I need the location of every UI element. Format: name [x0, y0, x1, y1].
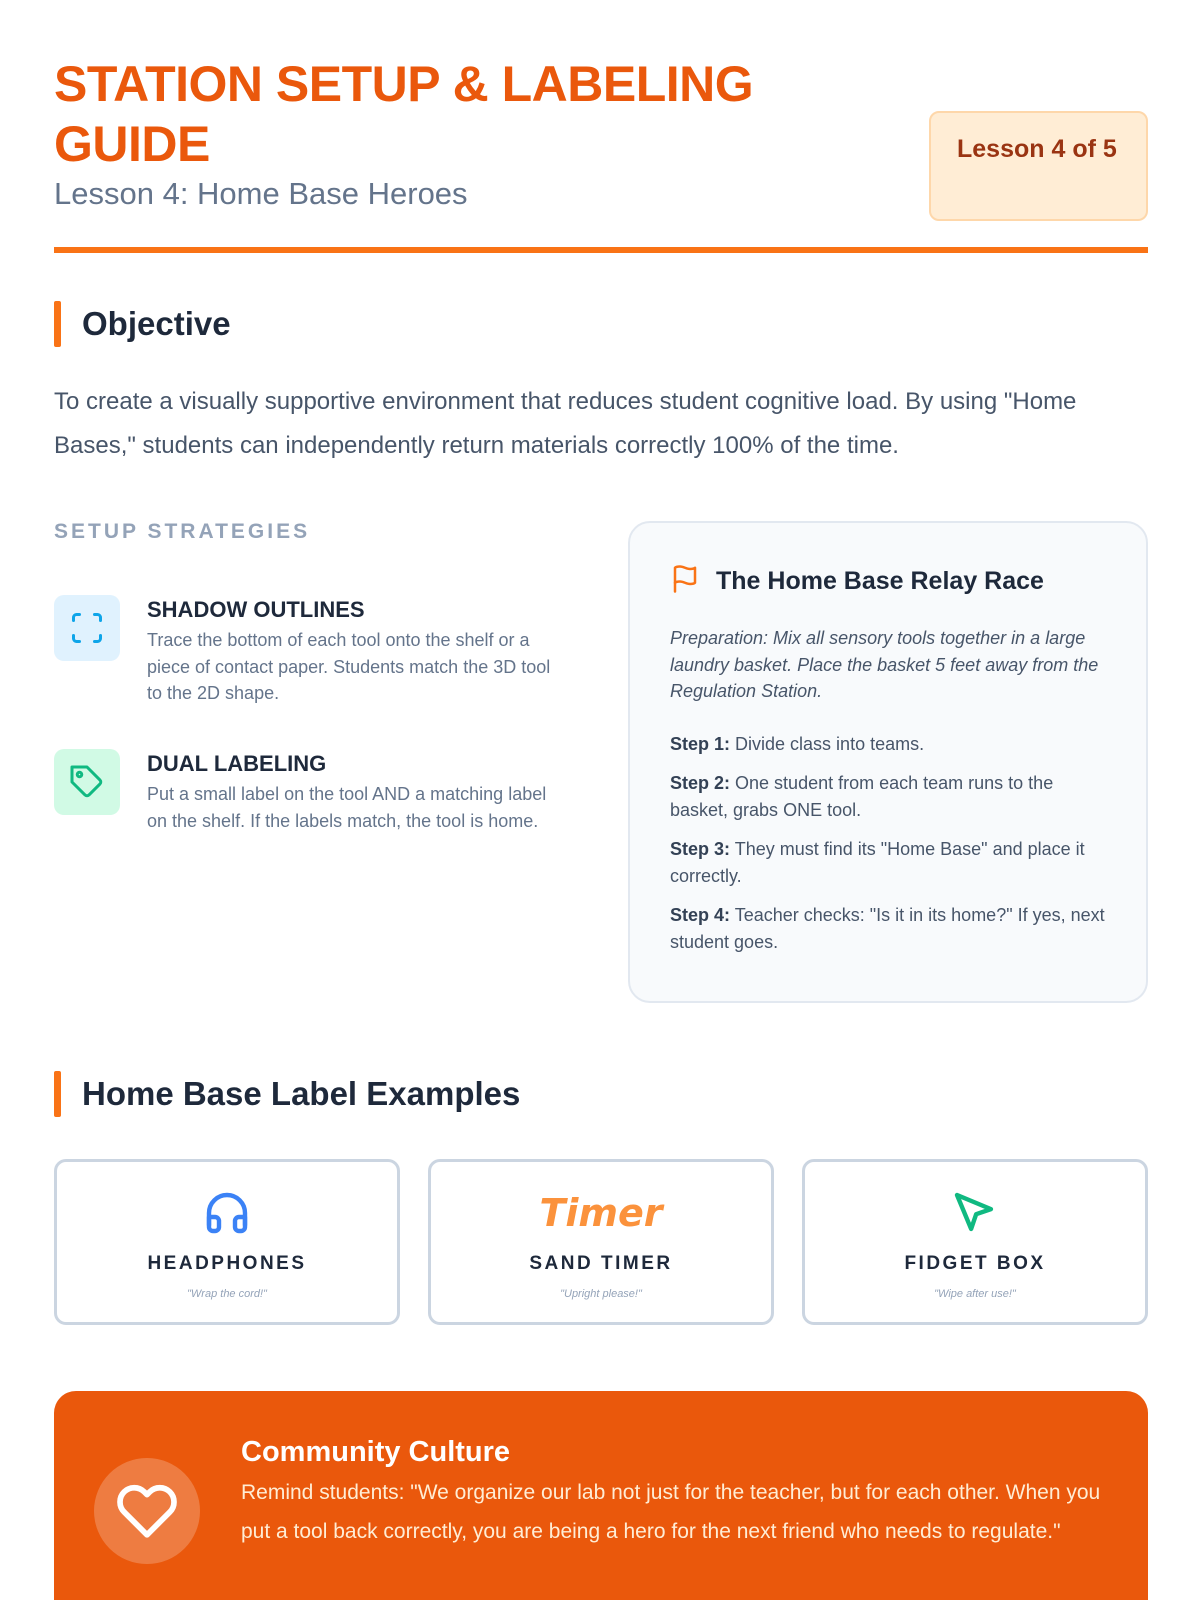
- header: [54, 54, 1148, 254]
- header-divider: [54, 247, 1148, 253]
- strategy-desc: Put a small label on the tool AND a matching label on the shelf. If the labels match, the tool is home.: [147, 784, 547, 831]
- label-card-sand-timer: [428, 1159, 774, 1325]
- label-examples: [54, 1159, 1148, 1325]
- heart-icon: [94, 1458, 200, 1564]
- culture-title: Community Culture: [241, 1436, 511, 1468]
- strategy-title: SHADOW OUTLINES: [147, 597, 365, 622]
- culture-text: Remind students: "We organize our lab not just for the teacher, but for each other. When you put a tool back correctly, you are being a hero for the next friend who needs to regulate.": [241, 1481, 1101, 1543]
- relay-preparation: Preparation: Mix all sensory tools together in a large laundry basket. Place the basket 5 feet away from the Regulation Station.: [670, 628, 1099, 701]
- community-culture-banner: [54, 1391, 1148, 1600]
- label-examples-heading: [54, 1071, 520, 1117]
- strategy-title: DUAL LABELING: [147, 751, 327, 776]
- page-title: STATION SETUP & LABELING GUIDE: [54, 56, 754, 172]
- section-accent-bar: [54, 301, 61, 347]
- label-note: "Wipe after use!": [934, 1288, 1016, 1300]
- relay-step: Step 3: They must find its "Home Base" and place it correctly.: [670, 839, 1085, 886]
- relay-step: Step 4: Teacher checks: "Is it in its home?" If yes, next student goes.: [670, 905, 1105, 952]
- section-accent-bar: [54, 1071, 61, 1117]
- relay-step: Step 2: One student from each team runs to the basket, grabs ONE tool.: [670, 773, 1054, 820]
- label-name: SAND TIMER: [529, 1253, 673, 1274]
- objective-title: Objective: [82, 305, 231, 342]
- relay-step: Step 1: Divide class into teams.: [670, 733, 925, 754]
- tag-icon: [54, 749, 120, 815]
- label-name: HEADPHONES: [147, 1253, 307, 1274]
- relay-steps: [670, 731, 1106, 956]
- label-note: "Wrap the cord!": [187, 1288, 267, 1300]
- strategy-desc: Trace the bottom of each tool onto the shelf or a piece of contact paper. Students match the 3D tool to the 2D shape.: [147, 630, 551, 703]
- label-examples-title: Home Base Label Examples: [82, 1075, 521, 1112]
- objective-heading: [54, 301, 231, 347]
- label-note: "Upright please!": [560, 1288, 642, 1300]
- flag-icon: [670, 563, 700, 600]
- label-card-fidget-box: [802, 1159, 1148, 1325]
- label-card-headphones: [54, 1159, 400, 1325]
- lesson-badge: Lesson 4 of 5: [929, 111, 1148, 221]
- relay-race-card: [628, 521, 1148, 1003]
- relay-header: [670, 563, 1106, 599]
- cursor-arrow-icon: [805, 1188, 1145, 1238]
- setup-strategies: [54, 520, 574, 831]
- strategies-label: SETUP STRATEGIES: [54, 520, 311, 543]
- scan-frame-icon: [54, 595, 120, 661]
- headphones-icon: [57, 1188, 397, 1238]
- label-name: FIDGET BOX: [904, 1253, 1046, 1274]
- timer-word-icon: Timer: [539, 1191, 663, 1235]
- relay-title: The Home Base Relay Race: [716, 566, 1044, 595]
- page-subtitle: Lesson 4: Home Base Heroes: [54, 176, 468, 211]
- objective-text: To create a visually supportive environment that reduces student cognitive load. By using "Home Bases," students can independently return materials correctly 100% of the time.: [54, 388, 1077, 459]
